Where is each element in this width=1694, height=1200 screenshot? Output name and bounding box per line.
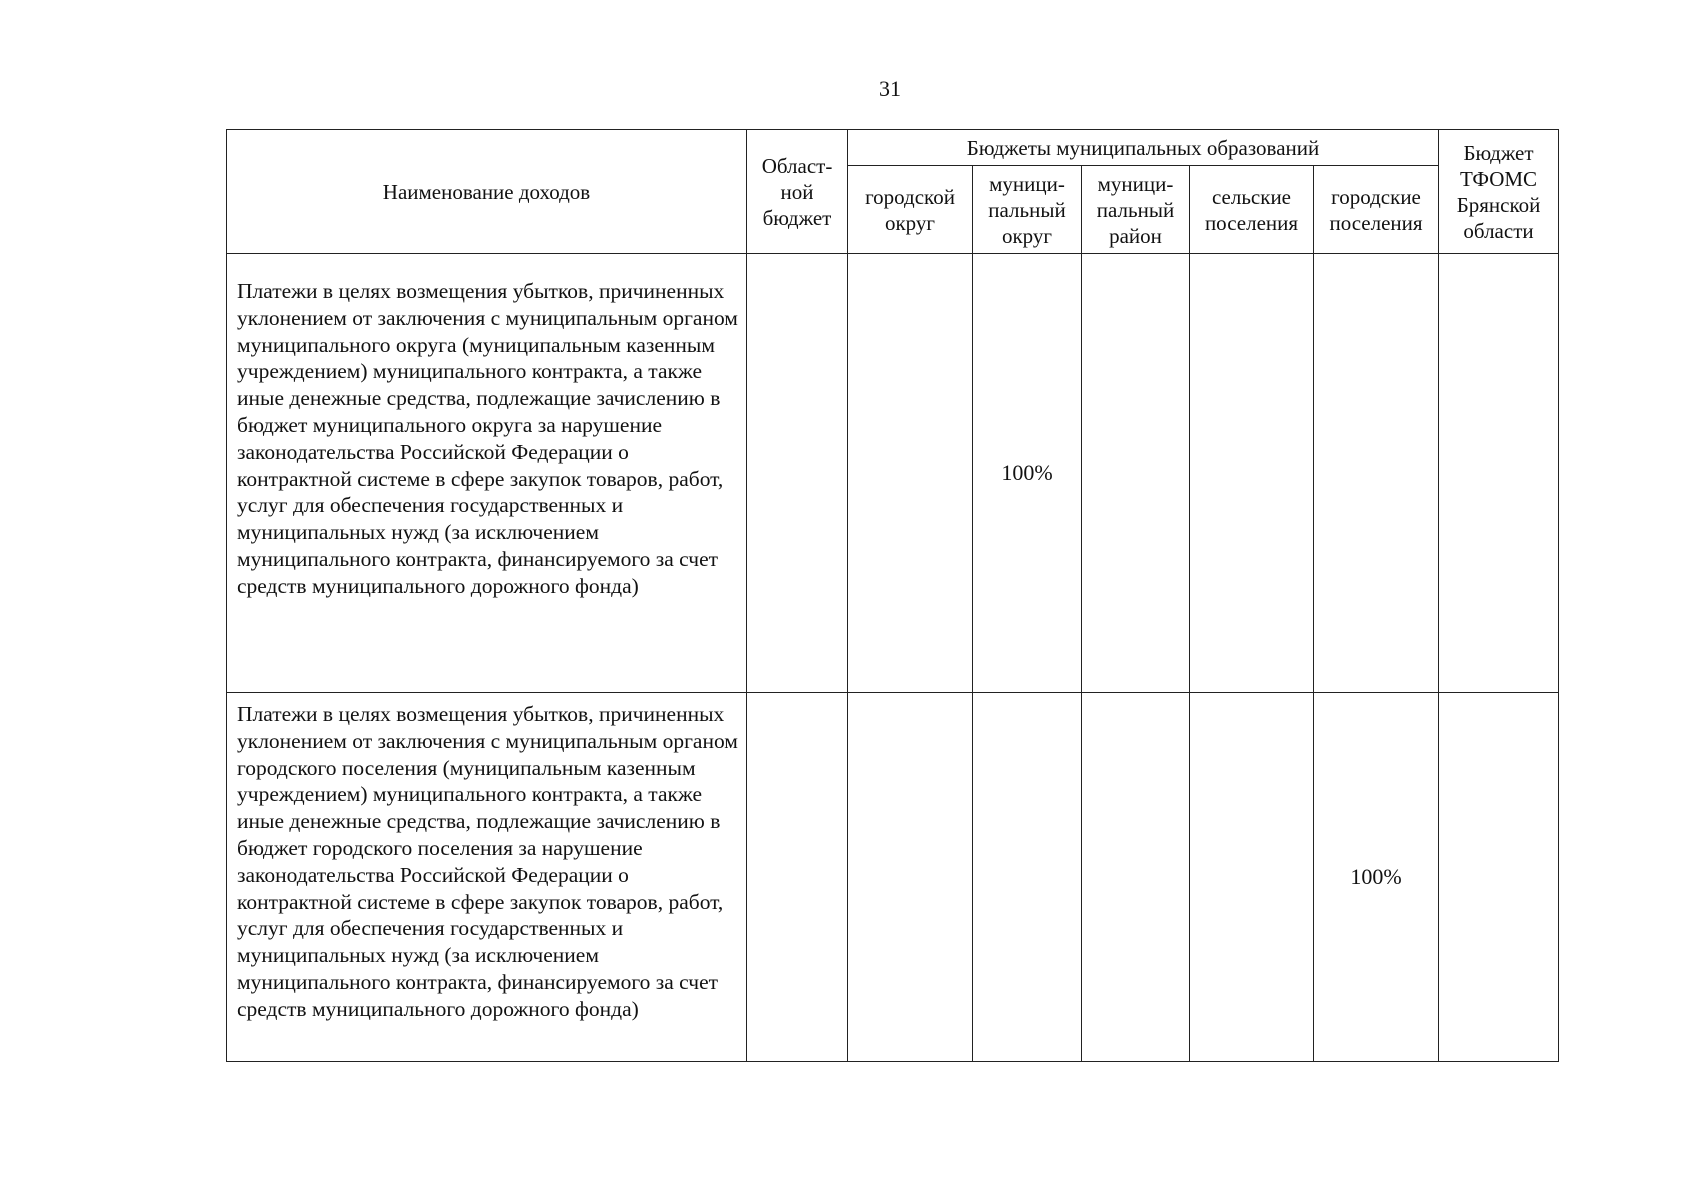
header-municipal-budgets-group xyxy=(848,130,1439,166)
municipal-okrug-cell: 100% xyxy=(973,254,1082,693)
page-number: 31 xyxy=(879,76,901,101)
revenue-distribution-table xyxy=(226,129,1559,1062)
header-regional-line1: Област- xyxy=(761,153,833,178)
rural-settlements-cell xyxy=(1190,693,1314,1062)
header-tfoms-line1: Бюджет xyxy=(1463,140,1534,165)
header-municipal-okrug-line2: пальный xyxy=(988,197,1066,222)
header-municipal-district-line2: пальный xyxy=(1096,197,1175,222)
urban-settlements-cell: 100% xyxy=(1314,693,1439,1062)
header-tfoms-budget xyxy=(1439,130,1559,254)
header-rural-line2: поселения xyxy=(1204,210,1299,235)
header-municipal-district-line3: район xyxy=(1109,223,1162,248)
header-regional-line3: бюджет xyxy=(762,205,832,230)
rural-settlements-cell xyxy=(1190,254,1314,693)
regional-budget-cell xyxy=(747,693,848,1062)
header-tfoms-line3: Брянской xyxy=(1456,192,1541,217)
header-regional-budget xyxy=(747,130,848,254)
header-municipal-district xyxy=(1082,166,1190,254)
regional-budget-cell xyxy=(747,254,848,693)
header-urban-line2: поселения xyxy=(1329,210,1423,235)
header-municipal-okrug-line1: муници- xyxy=(989,171,1065,196)
table-row xyxy=(227,693,1559,1062)
header-rural-settlements xyxy=(1190,166,1314,254)
header-revenue-name-label: Наименование доходов xyxy=(382,179,591,204)
header-municipal-district-line1: муници- xyxy=(1097,171,1174,196)
header-urban-settlements xyxy=(1314,166,1439,254)
municipal-district-cell xyxy=(1082,693,1190,1062)
header-urban-line1: городские xyxy=(1331,184,1421,209)
header-city-district-line2: округ xyxy=(884,210,936,235)
municipal-okrug-cell xyxy=(973,693,1082,1062)
header-revenue-name xyxy=(227,130,747,254)
header-tfoms-line4: области xyxy=(1463,218,1534,243)
header-rural-line1: сельские xyxy=(1211,184,1292,209)
city-district-cell xyxy=(848,693,973,1062)
urban-settlements-cell xyxy=(1314,254,1439,693)
tfoms-budget-cell xyxy=(1439,254,1559,693)
header-city-district-line1: городской xyxy=(865,184,955,209)
header-municipal-okrug xyxy=(973,166,1082,254)
table-row xyxy=(227,254,1559,693)
revenue-name-cell: Платежи в целях возмещения убытков, причиненных уклонением от заключения с муниципальным органом муниципального округа (муниципальным казенным учреждением) муниципального контракта, а также иные денежные средства, подлежащие зачислению в бюджет муниципального округа за нарушение законодательства Российской Федерации о контрактной системе в сфере закупок товаров, работ, услуг для обеспечения государственных и муниципальных нужд (за исключением муниципального контракта, финансируемого за счет средств муниципального дорожного фонда) xyxy=(227,254,747,693)
municipal-district-cell xyxy=(1082,254,1190,693)
header-regional-line2: ной xyxy=(780,179,814,204)
revenue-name-cell: Платежи в целях возмещения убытков, причиненных уклонением от заключения с муниципальным органом городского поселения (муниципальным казенным учреждением) муниципального контракта, а также иные денежные средства, подлежащие зачислению в бюджет городского поселения за нарушение законодательства Российской Федерации о контрактной системе в сфере закупок товаров, работ, услуг для обеспечения государственных и муниципальных нужд (за исключением муниципального контракта, финансируемого за счет средств муниципального дорожного фонда) xyxy=(227,693,747,1062)
city-district-cell xyxy=(848,254,973,693)
header-municipal-group-label: Бюджеты муниципальных образований xyxy=(966,135,1320,160)
tfoms-budget-cell xyxy=(1439,693,1559,1062)
header-municipal-okrug-line3: округ xyxy=(1001,223,1053,248)
header-tfoms-line2: ТФОМС xyxy=(1459,166,1538,191)
header-city-district xyxy=(848,166,973,254)
